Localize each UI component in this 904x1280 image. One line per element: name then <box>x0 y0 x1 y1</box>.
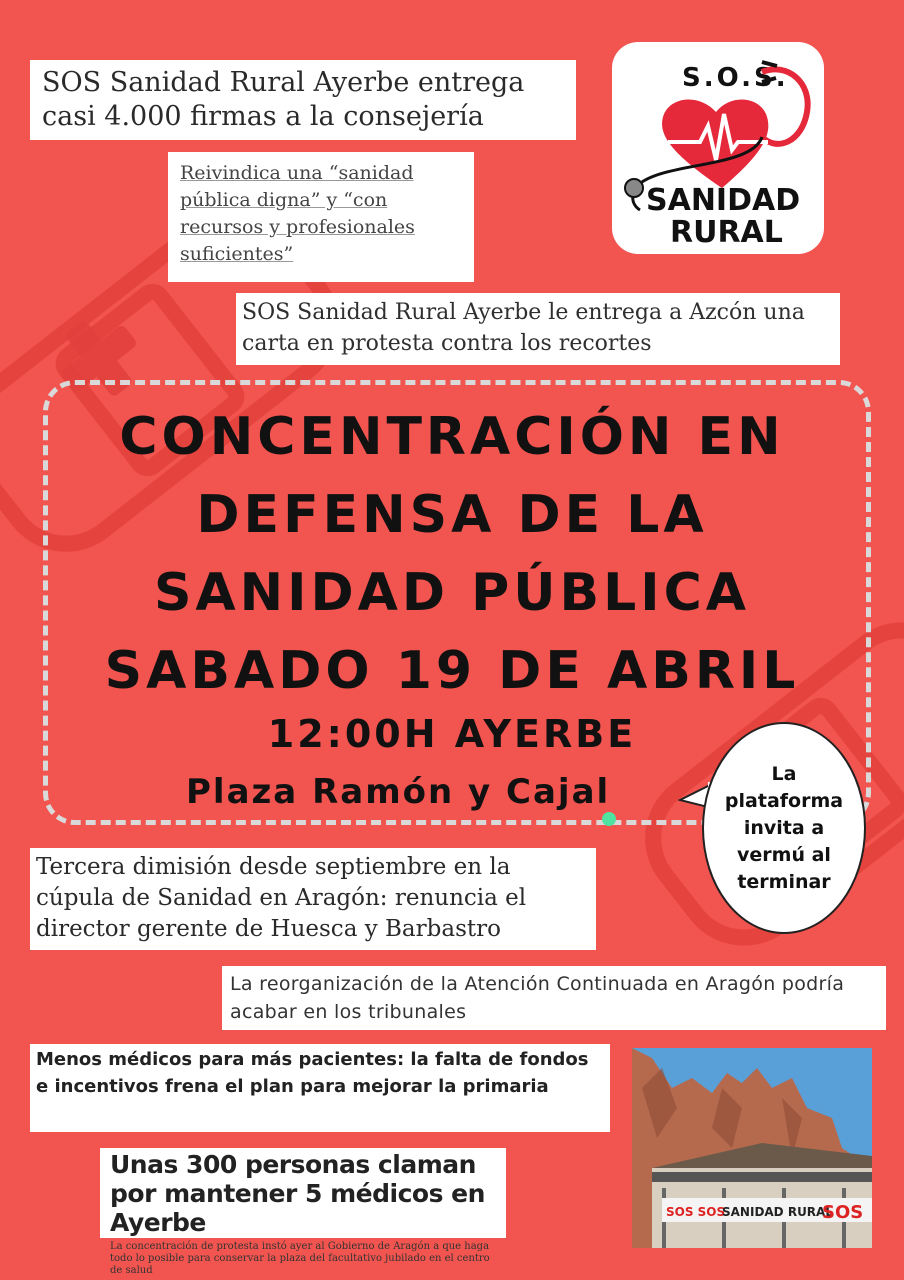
news-headline: Reivindica una “sanidad pública digna” y “con recursos y profesionales suficientes” <box>180 162 415 265</box>
news-clipping-dimision <box>30 848 596 950</box>
green-dot <box>602 812 616 826</box>
logo-line2: RURAL <box>670 215 783 250</box>
event-place: Plaza Ramón y Cajal <box>186 772 611 812</box>
event-headline <box>40 398 864 710</box>
event-title-line-3: SANIDAD PÚBLICA <box>153 563 751 623</box>
news-clipping-reivindica <box>168 152 474 282</box>
news-subheadline: La concentración de protesta instó ayer al Gobierno de Aragón a que haga todo lo posible para conservar la plaza del facultativo jubilado en el centro de salud <box>110 1241 490 1276</box>
news-headline: Tercera dimisión desde septiembre en la cúpula de Sanidad en Aragón: renuncia el director gerente de Huesca y Barbastro <box>36 854 527 942</box>
news-headline: La reorganización de la Atención Continuada en Aragón podría acabar en los tribunales <box>230 973 845 1023</box>
event-date: SABADO 19 DE ABRIL <box>104 641 800 701</box>
news-headline: Menos médicos para más pacientes: la falta de fondos e incentivos frena el plan para mejorar la primaria <box>36 1049 589 1097</box>
banner-text-right: SOS <box>822 1202 864 1223</box>
event-title-line-2: DEFENSA DE LA <box>196 485 708 545</box>
news-clipping-azcon <box>236 293 840 365</box>
news-headline: SOS Sanidad Rural Ayerbe entrega casi 4.000 firmas a la consejería <box>42 67 525 132</box>
news-headline: SOS Sanidad Rural Ayerbe le entrega a Azcón una carta en protesta contra los recortes <box>242 300 805 356</box>
event-time: 12:00H AYERBE <box>267 712 637 756</box>
logo-line1: SANIDAD <box>646 183 801 218</box>
news-clipping-300-personas <box>100 1148 506 1276</box>
news-clipping-menos-medicos <box>30 1044 610 1132</box>
news-clipping-firmas <box>30 60 576 140</box>
speech-bubble <box>702 722 866 934</box>
event-title-line-1: CONCENTRACIÓN EN <box>119 407 785 467</box>
banner-text-left: SOS SOS <box>666 1205 726 1219</box>
protest-photo <box>632 1048 872 1248</box>
stethoscope-icon <box>625 179 643 197</box>
speech-bubble-text: La plataforma invita a vermú al terminar <box>724 762 844 893</box>
sos-sanidad-rural-logo <box>612 42 824 254</box>
banner-text-mid: SANIDAD RURAL <box>722 1205 833 1219</box>
logo-top-text: S.O.S. <box>682 63 789 93</box>
news-headline: Unas 300 personas claman por mantener 5 médicos en Ayerbe <box>110 1150 485 1237</box>
news-clipping-atencion-continuada <box>222 966 886 1030</box>
